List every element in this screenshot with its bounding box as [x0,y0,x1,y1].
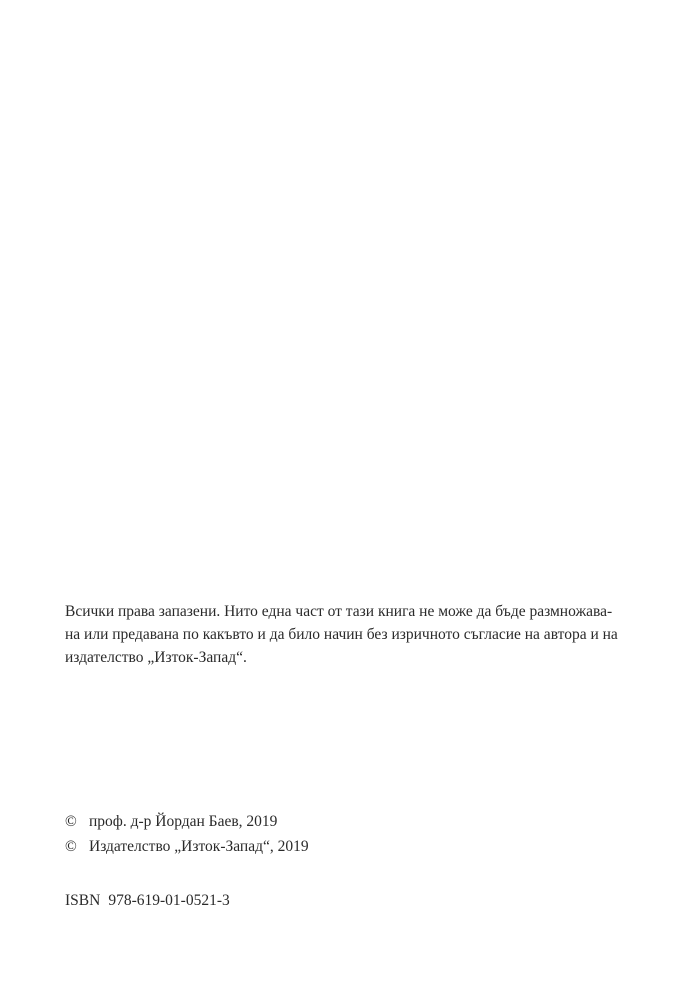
rights-notice-line: на или предавана по какъвто и да било начин без изричното съгласие на автора и на [65,626,618,643]
isbn-label: ISBN [65,892,101,909]
rights-notice-line: издателство „Изток-Запад“. [65,649,247,666]
isbn-number: 978-619-01-0521-3 [108,892,230,909]
isbn-line [65,890,230,912]
copyright-list [65,809,309,859]
copyright-publisher [65,834,309,859]
copyright-author [65,809,309,834]
rights-notice [65,600,645,669]
copyright-symbol: © [65,838,77,855]
copyright-symbol: © [65,813,77,830]
copyright-publisher-text: Издателство „Изток-Запад“, 2019 [89,838,309,855]
copyright-author-text: проф. д-р Йордан Баев, 2019 [89,813,278,830]
rights-notice-line: Всички права запазени. Нито една част от тази книга не може да бъде размножава- [65,603,613,620]
